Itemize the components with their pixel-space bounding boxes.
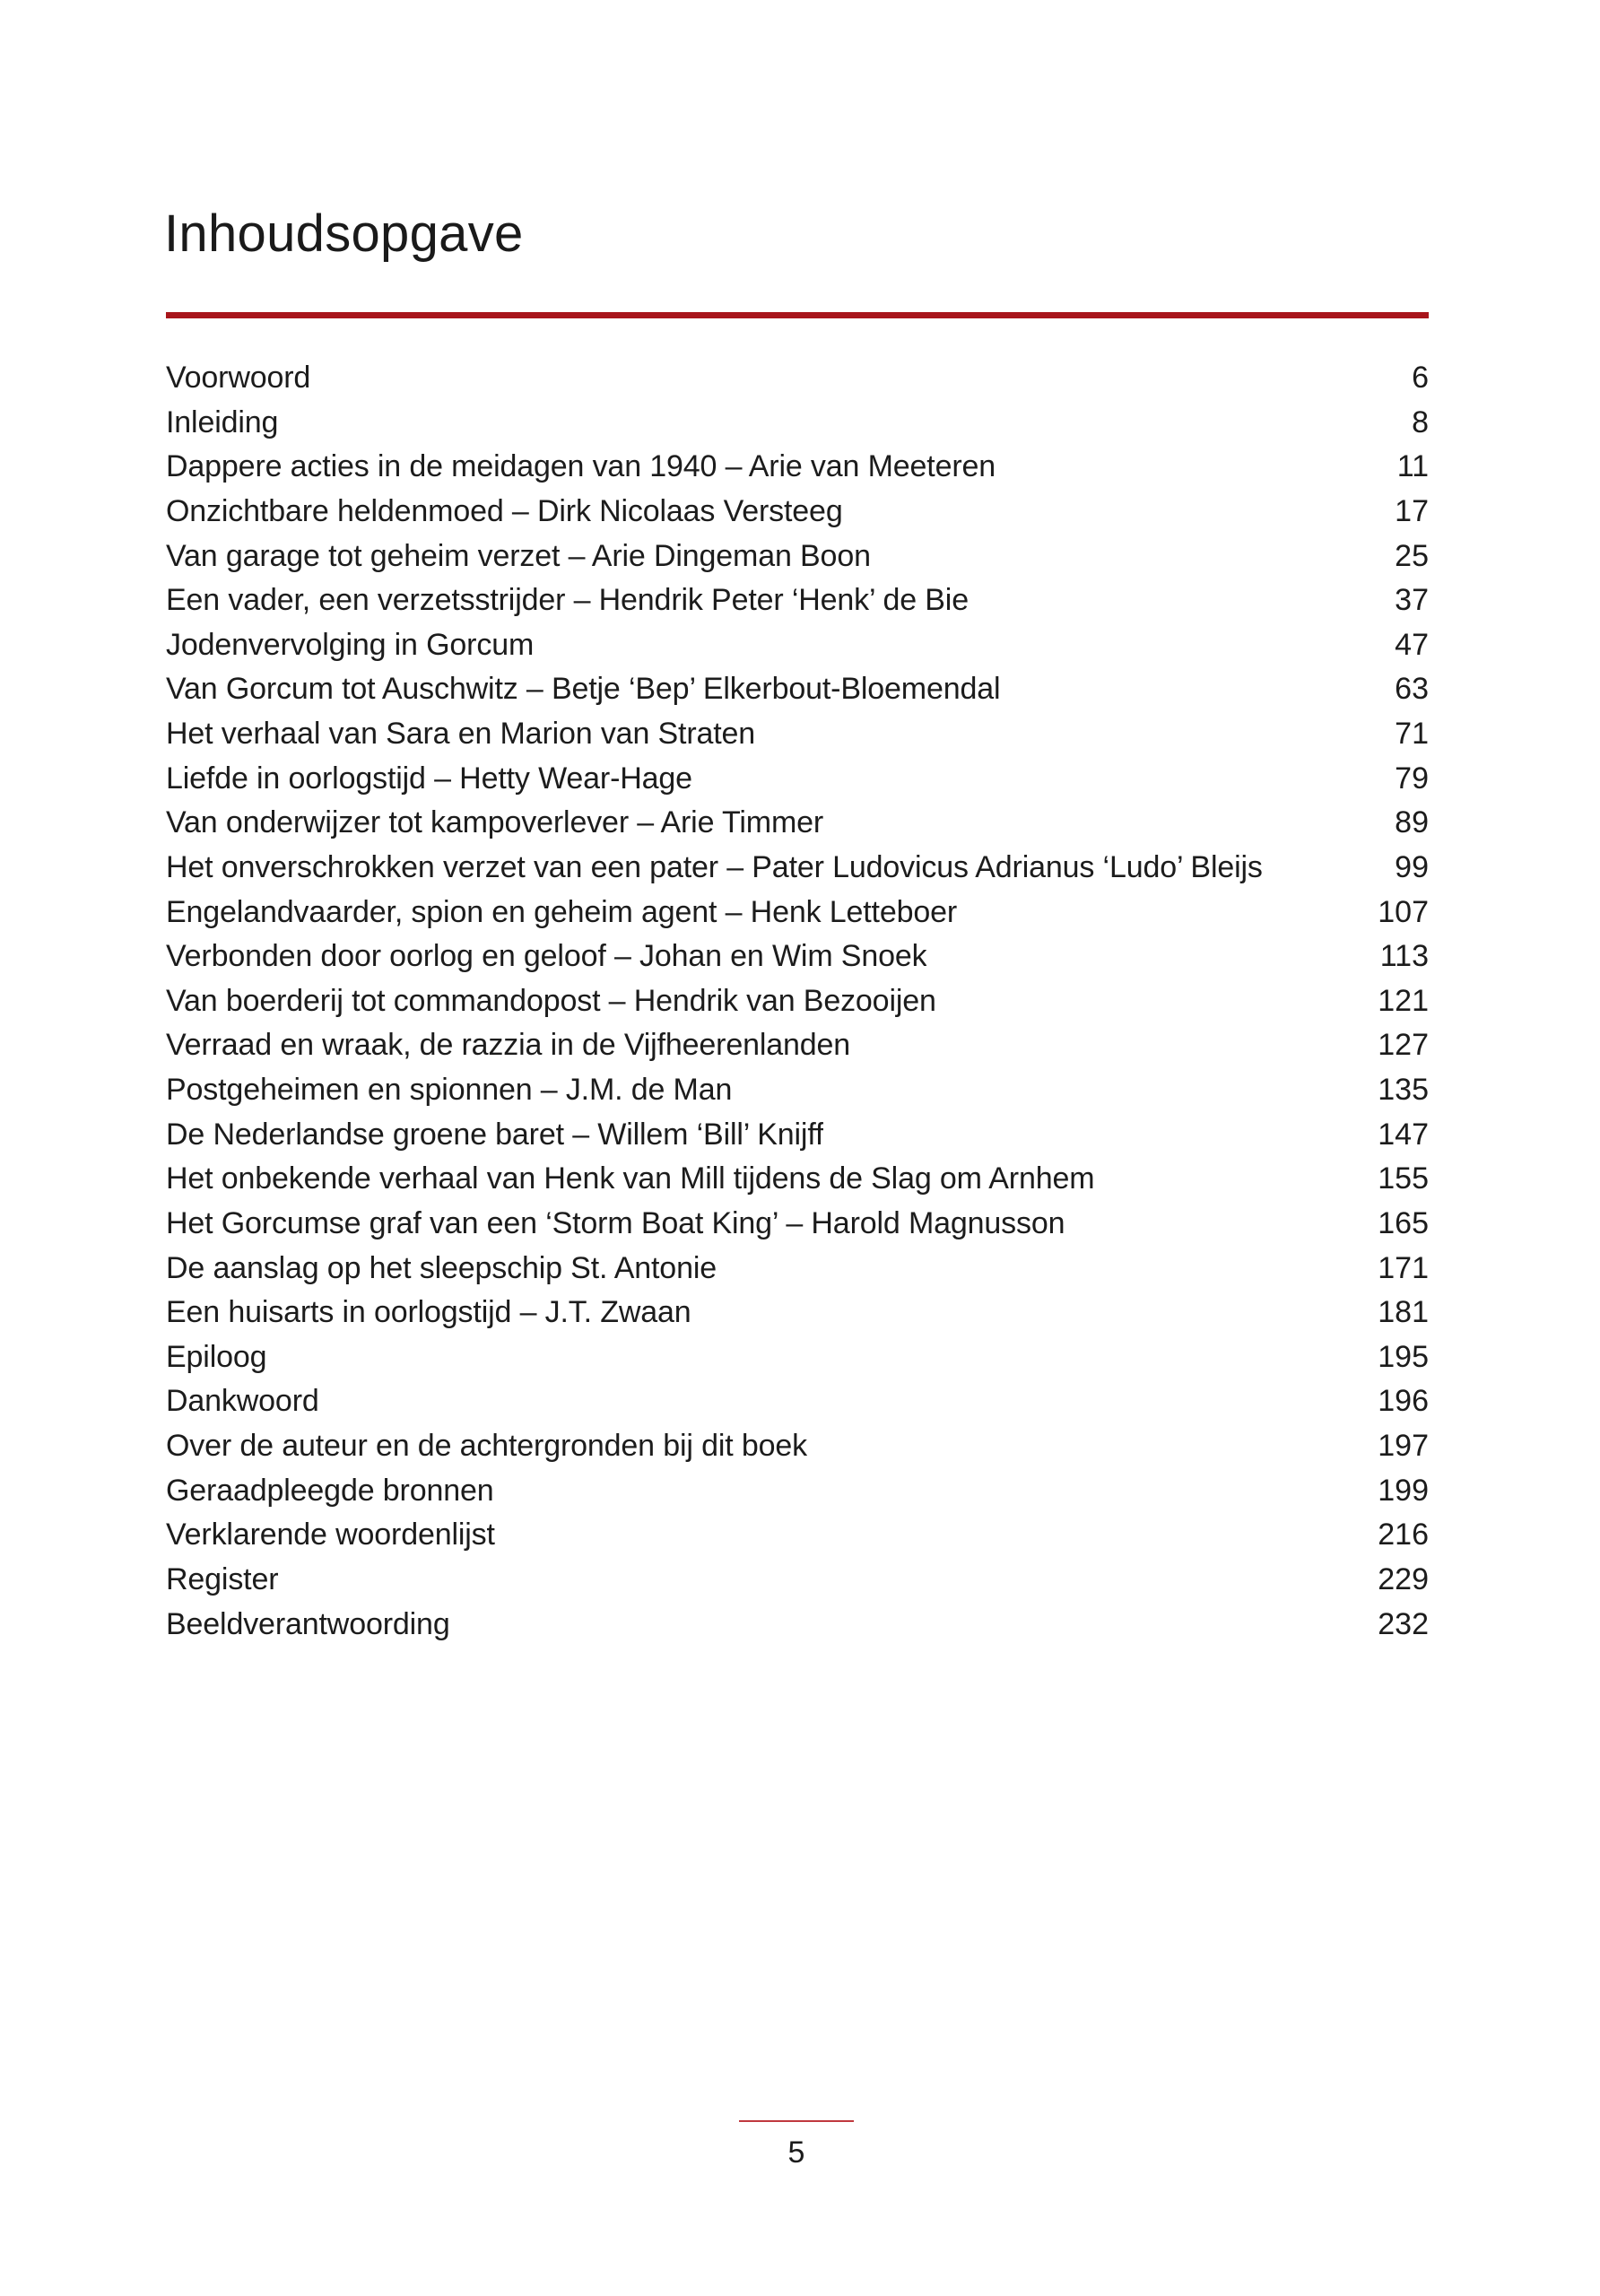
toc-entry-title: Een huisarts in oorlogstijd – J.T. Zwaan	[166, 1295, 691, 1330]
toc-entry[interactable]	[166, 1558, 1429, 1603]
toc-entry-page: 155	[1378, 1161, 1429, 1196]
toc-entry-title: Inleiding	[166, 404, 279, 439]
toc-entry-title: Het onbekende verhaal van Henk van Mill tijdens de Slag om Arnhem	[166, 1161, 1095, 1196]
toc-entry[interactable]	[166, 578, 1429, 623]
toc-entry-title: Register	[166, 1561, 279, 1596]
toc-entry-title: Van boerderij tot commandopost – Hendrik van Bezooijen	[166, 983, 936, 1018]
toc-entry-page: 79	[1395, 761, 1429, 796]
toc-entry-title: Beeldverantwoording	[166, 1606, 450, 1641]
toc-entry-page: 47	[1395, 627, 1429, 662]
toc-entry-title: Van onderwijzer tot kampoverlever – Arie Timmer	[166, 805, 824, 840]
toc-entry[interactable]	[166, 1023, 1429, 1068]
toc-entry-title: Onzichtbare heldenmoed – Dirk Nicolaas Versteeg	[166, 493, 843, 528]
toc-entry[interactable]	[166, 401, 1429, 446]
toc-entry[interactable]	[166, 667, 1429, 712]
toc-entry-title: Engelandvaarder, spion en geheim agent – Henk Letteboer	[166, 894, 958, 929]
toc-entry-page: 181	[1378, 1295, 1429, 1330]
footer-divider	[739, 2120, 854, 2122]
toc-entry-page: 171	[1378, 1250, 1429, 1285]
toc-entry[interactable]	[166, 801, 1429, 846]
toc-entry-title: Verraad en wraak, de razzia in de Vijfheerenlanden	[166, 1028, 851, 1063]
toc-entry-page: 11	[1396, 449, 1429, 484]
toc-entry-page: 232	[1378, 1606, 1429, 1641]
toc-entry-page: 135	[1378, 1073, 1429, 1107]
toc-entry-title: Verklarende woordenlijst	[166, 1518, 495, 1552]
title-divider	[166, 312, 1429, 318]
toc-entry[interactable]	[166, 1335, 1429, 1380]
toc-entry-title: Het onverschrokken verzet van een pater – Pater Ludovicus Adrianus ‘Ludo’ Bleijs	[166, 849, 1263, 884]
toc-entry[interactable]	[166, 979, 1429, 1024]
toc-entry[interactable]	[166, 356, 1429, 401]
toc-entry-title: Van Gorcum tot Auschwitz – Betje ‘Bep’ Elkerbout-Bloemendal	[166, 672, 1001, 707]
toc-entry[interactable]	[166, 1247, 1429, 1292]
toc-entry-page: 37	[1395, 583, 1429, 618]
toc-entry[interactable]	[166, 1068, 1429, 1113]
toc-entry-title: Jodenvervolging in Gorcum	[166, 627, 535, 662]
toc-entry[interactable]	[166, 1424, 1429, 1469]
toc-entry-title: Over de auteur en de achtergronden bij dit boek	[166, 1429, 807, 1463]
toc-entry-title: Van garage tot geheim verzet – Arie Dingeman Boon	[166, 538, 871, 573]
toc-entry-page: 99	[1395, 849, 1429, 884]
toc-entry-page: 197	[1378, 1429, 1429, 1463]
page-title: Inhoudsopgave	[164, 204, 524, 263]
toc-entry-title: Het verhaal van Sara en Marion van Straten	[166, 717, 756, 751]
toc-entry-page: 63	[1395, 672, 1429, 707]
toc-entry-title: Voorwoord	[166, 361, 311, 395]
toc-entry[interactable]	[166, 757, 1429, 802]
toc-entry-page: 6	[1412, 361, 1429, 395]
toc-entry[interactable]	[166, 935, 1429, 979]
toc-entry-page: 25	[1395, 538, 1429, 573]
toc-entry-page: 17	[1395, 493, 1429, 528]
toc-entry[interactable]	[166, 1603, 1429, 1648]
toc-entry[interactable]	[166, 1469, 1429, 1514]
table-of-contents	[166, 356, 1429, 1647]
toc-entry[interactable]	[166, 712, 1429, 757]
toc-entry-page: 107	[1378, 894, 1429, 929]
toc-entry[interactable]	[166, 1513, 1429, 1558]
toc-entry-page: 89	[1395, 805, 1429, 840]
page-number: 5	[787, 2135, 805, 2170]
toc-entry-title: Liefde in oorlogstijd – Hetty Wear-Hage	[166, 761, 692, 796]
toc-entry[interactable]	[166, 1202, 1429, 1247]
toc-entry-page: 71	[1395, 717, 1429, 751]
toc-entry-page: 8	[1412, 404, 1429, 439]
toc-entry[interactable]	[166, 891, 1429, 935]
toc-entry-page: 196	[1378, 1384, 1429, 1419]
toc-entry-page: 195	[1378, 1339, 1429, 1374]
toc-entry-title: Epiloog	[166, 1339, 267, 1374]
toc-entry-page: 121	[1378, 983, 1429, 1018]
toc-entry-title: Postgeheimen en spionnen – J.M. de Man	[166, 1073, 733, 1107]
toc-entry-page: 199	[1378, 1473, 1429, 1508]
toc-entry-page: 216	[1378, 1518, 1429, 1552]
toc-entry-title: De aanslag op het sleepschip St. Antonie	[166, 1250, 717, 1285]
toc-entry-page: 113	[1379, 939, 1429, 974]
toc-entry-title: Geraadpleegde bronnen	[166, 1473, 494, 1508]
toc-entry[interactable]	[166, 1291, 1429, 1335]
toc-entry[interactable]	[166, 623, 1429, 668]
toc-entry-title: Een vader, een verzetsstrijder – Hendrik Peter ‘Henk’ de Bie	[166, 583, 969, 618]
toc-entry-title: Dappere acties in de meidagen van 1940 – Arie van Meeteren	[166, 449, 996, 484]
toc-entry[interactable]	[166, 1379, 1429, 1424]
toc-entry-page: 147	[1378, 1117, 1429, 1152]
toc-entry-title: Verbonden door oorlog en geloof – Johan en Wim Snoek	[166, 939, 927, 974]
toc-entry-page: 229	[1378, 1561, 1429, 1596]
toc-entry[interactable]	[166, 1157, 1429, 1202]
toc-entry[interactable]	[166, 1113, 1429, 1158]
toc-entry-title: Dankwoord	[166, 1384, 319, 1419]
toc-entry-page: 127	[1378, 1028, 1429, 1063]
toc-entry[interactable]	[166, 535, 1429, 579]
toc-entry[interactable]	[166, 445, 1429, 490]
toc-entry-title: De Nederlandse groene baret – Willem ‘Bill’ Knijff	[166, 1117, 824, 1152]
toc-entry[interactable]	[166, 490, 1429, 535]
toc-entry[interactable]	[166, 846, 1429, 891]
toc-entry-title: Het Gorcumse graf van een ‘Storm Boat King’ – Harold Magnusson	[166, 1205, 1065, 1240]
toc-entry-page: 165	[1378, 1205, 1429, 1240]
